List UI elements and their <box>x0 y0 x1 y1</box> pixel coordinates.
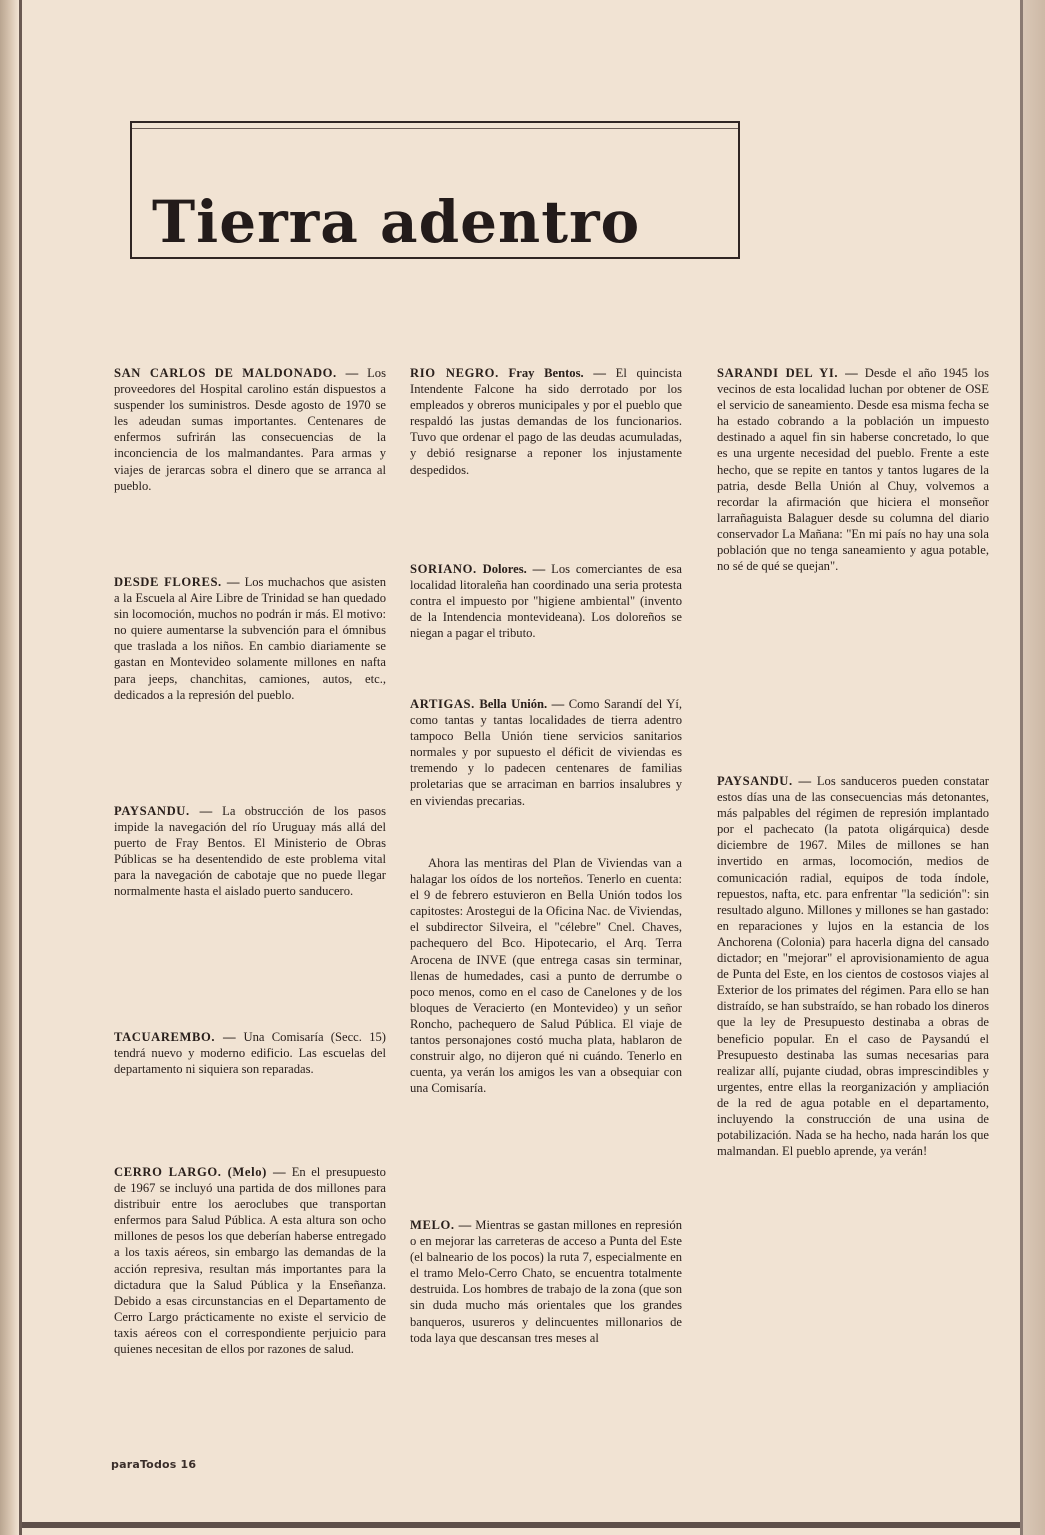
article-body: Mientras se gastan millones en represión o en mejorar las carreteras de acceso a Punta del Este (el balneario de los pocos) la ruta 7, especialmente en el tramo Melo-Cerro Chato, se encuentra totalmente destruida. Los hombres de trabajo de la zona (que son sin duda mucho más orientales que los grandes banqueros, usureros y delincuentes millonarios de toda laya que descansan tres meses al <box>410 1218 682 1345</box>
article-rio-negro <box>410 365 682 478</box>
article-heading: MELO. — <box>410 1218 472 1232</box>
article-heading: DESDE FLORES. — <box>114 575 241 589</box>
page-title: Tierra adentro <box>152 188 641 256</box>
article-heading: PAYSANDU. — <box>717 774 812 788</box>
article-body: Una Comisaría (Secc. 15) tendrá nuevo y moderno edificio. Las escuelas del departamento ni siquiera son reparadas. <box>114 1030 386 1077</box>
title-box-inner-rule <box>132 128 738 129</box>
article-body: Desde el año 1945 los vecinos de esta localidad luchan por obtener de OSE el servicio de saneamiento. Desde esa misma fecha se ha estado cobrando a la población un impuesto destinado a aquel fin sin haberse concretado, lo que es una urgente necesidad del pueblo. Frente a este hecho, que se repite en tantos y tantos lugares de la patria, desde Bella Unión al Chuy, volvemos a recordar la afirmación que hiciera el monseñor larrañaguista Balaguer desde su columna del diario conservador La Mañana: "En mi país no hay una sola población que no tenga saneamiento y agua potable, no sé de qué se quejan". <box>717 366 989 574</box>
article-tacuarembo <box>114 1029 386 1077</box>
article-heading: PAYSANDU. — <box>114 804 213 818</box>
article-heading: RIO NEGRO. <box>410 366 499 380</box>
article-body: El quincista Intendente Falcone ha sido derrotado por los empleados y obreros municipales y por el pueblo que respaldó las justas demandas de los funcionarios. Tuvo que ordenar el pago de las deudas acumuladas, y debió resignarse a reponer los injustamente despedidos. <box>410 366 682 477</box>
article-heading: SORIANO. <box>410 562 477 576</box>
page-bottom-rule <box>22 1522 1020 1528</box>
article-heading: TACUAREMBO. — <box>114 1030 237 1044</box>
article-subheading: Bella Unión. — <box>479 697 565 711</box>
page-left-rule <box>19 0 22 1535</box>
article-desde-flores <box>114 574 386 703</box>
article-artigas-continued <box>410 855 682 1096</box>
article-body: La obstrucción de los pasos impide la navegación del río Uruguay más allá del puerto de Fray Bentos. El Ministerio de Obras Públicas se ha desentendido de este problema vital para la navegación de cabotaje que no puede llegar normalmente hasta el aislado puerto sanducero. <box>114 804 386 899</box>
article-body: Los sanduceros pueden constatar estos días una de las consecuencias más detonantes, más palpables del régimen de represión implantado por el pachecato (la patota oligárquica) desde diciembre de 1967. Miles de millones se han invertido en armas, locomoción, medios de comunicación radial, equipos de toda índole, repuestos, nafta, etc. para enfrentar "la sedición": sin resultado alguno. Millones y millones se han gastado: en reparaciones y lujos en la estancia de los Anchorena (Colonia) para hacerla digna del cansado dictador; en "mejorar" el aprovisionamiento de agua de Punta del Este, en los cientos de costosos viajes al Exterior de los primates del régimen. Para ello se han distraído, se han substraído, se han robado los dineros que la ley de Presupuesto destinaba a obras de beneficio popular. En el caso de Paysandú el Presupuesto destinaba las sumas necesarias para realizar allí, pujante ciudad, obras imprescindibles y urgentes, entre ellas la reorganización y ampliación de la red de agua potable en el departamento, incluyendo la construcción de una usina de potabilización. Nada se ha hecho, nada harán los que malmandan. El pueblo aprende, ya verán! <box>717 774 989 1159</box>
article-artigas <box>410 696 682 809</box>
article-soriano <box>410 561 682 641</box>
article-sarandi <box>717 365 989 574</box>
article-heading: ARTIGAS. <box>410 697 475 711</box>
page-left-margin <box>0 0 18 1535</box>
article-cerro-largo <box>114 1164 386 1357</box>
article-melo <box>410 1217 682 1346</box>
article-body: Los proveedores del Hospital carolino están dispuestos a suspender los suministros. Desde agosto de 1970 se les adeudan sumas importantes. Centenares de enfermos sufrirán las consecuencias de la inconciencia de los malmandantes. Para armas y viajes de jerarcas sobra el dinero que se arranca al pueblo. <box>114 366 386 493</box>
article-body: Ahora las mentiras del Plan de Viviendas van a halagar los oídos de los norteños. Tenerlo en cuenta: el 9 de febrero estuvieron en Bella Unión todos los capitostes: Arostegui de la Oficina Nac. de Viviendas, el subdirector Silveira, el "célebre" Cnel. Chaves, pachequero del Bco. Hipotecario, el Arq. Terra Arocena de INVE (que entrega casas sin terminar, llenas de humedades, casi a punto de derrumbe o poco menos, como en el caso de Canelones y de los bloques de Veracierto (en Montevideo) y un señor Roncho, pachequero de Salud Pública. El viaje de tantos personajones costó mucha plata, hablaron de construir algo, no dijeron qué ni cuándo. Tenerlo en cuenta, ya verán los amigos les van a obsequiar con una Comisaría. <box>410 856 682 1096</box>
article-heading: SARANDI DEL YI. — <box>717 366 859 380</box>
article-heading: SAN CARLOS DE MALDONADO. — <box>114 366 359 380</box>
article-body: En el presupuesto de 1967 se incluyó una partida de dos millones para distribuir entre los aeroclubes que transportan enfermos para Salud Pública. A esta altura son ocho millones de pesos los que deberían haberse entregado a los taxis aéreos, sin embargo las demandas de la acción represiva, resultan más importantes para la dictadura que la Salud Pública y la Enseñanza. Debido a esas circunstancias en el Departamento de Cerro Largo prácticamente no existe el servicio de taxis aéreos con el correspondiente perjuicio para quienes necesitan de ellos por razones de salud. <box>114 1165 386 1357</box>
article-subheading: Dolores. — <box>482 562 546 576</box>
article-san-carlos <box>114 365 386 494</box>
article-body: Los comerciantes de esa localidad litoraleña han coordinado una seria protesta contra el impuesto por "higiene ambiental" (invento de la Intendencia montevideana). Los doloreños se niegan a pagar el tributo. <box>410 562 683 641</box>
article-paysandu-1 <box>114 803 386 900</box>
page-footer: paraTodos 16 <box>111 1458 197 1471</box>
article-body: Los muchachos que asisten a la Escuela al Aire Libre de Trinidad se han quedado sin locomoción, muchos no podrán ir más. El motivo: no quiere aumentarse la subvención para el ómnibus que traslada a los niños. En cambio diariamente se gastan en Montevideo solamente millones en nafta para jeeps, chanchitas, camiones, autos, etc., dedicados a la represión del pueblo. <box>114 575 386 702</box>
title-box <box>130 121 740 259</box>
page-right-margin <box>1023 0 1045 1535</box>
article-heading: CERRO LARGO. (Melo) — <box>114 1165 287 1179</box>
article-paysandu-2 <box>717 773 989 1159</box>
article-body: Como Sarandí del Yí, como tantas y tantas localidades de tierra adentro tampoco Bella Unión tiene servicios sanitarios normales y por supuesto el déficit de viviendas es tremendo y lo padecen centenares de familias proletarias que se arraciman en barrios insalubres y en viviendas precarias. <box>410 697 682 808</box>
article-subheading: Fray Bentos. — <box>508 366 606 380</box>
